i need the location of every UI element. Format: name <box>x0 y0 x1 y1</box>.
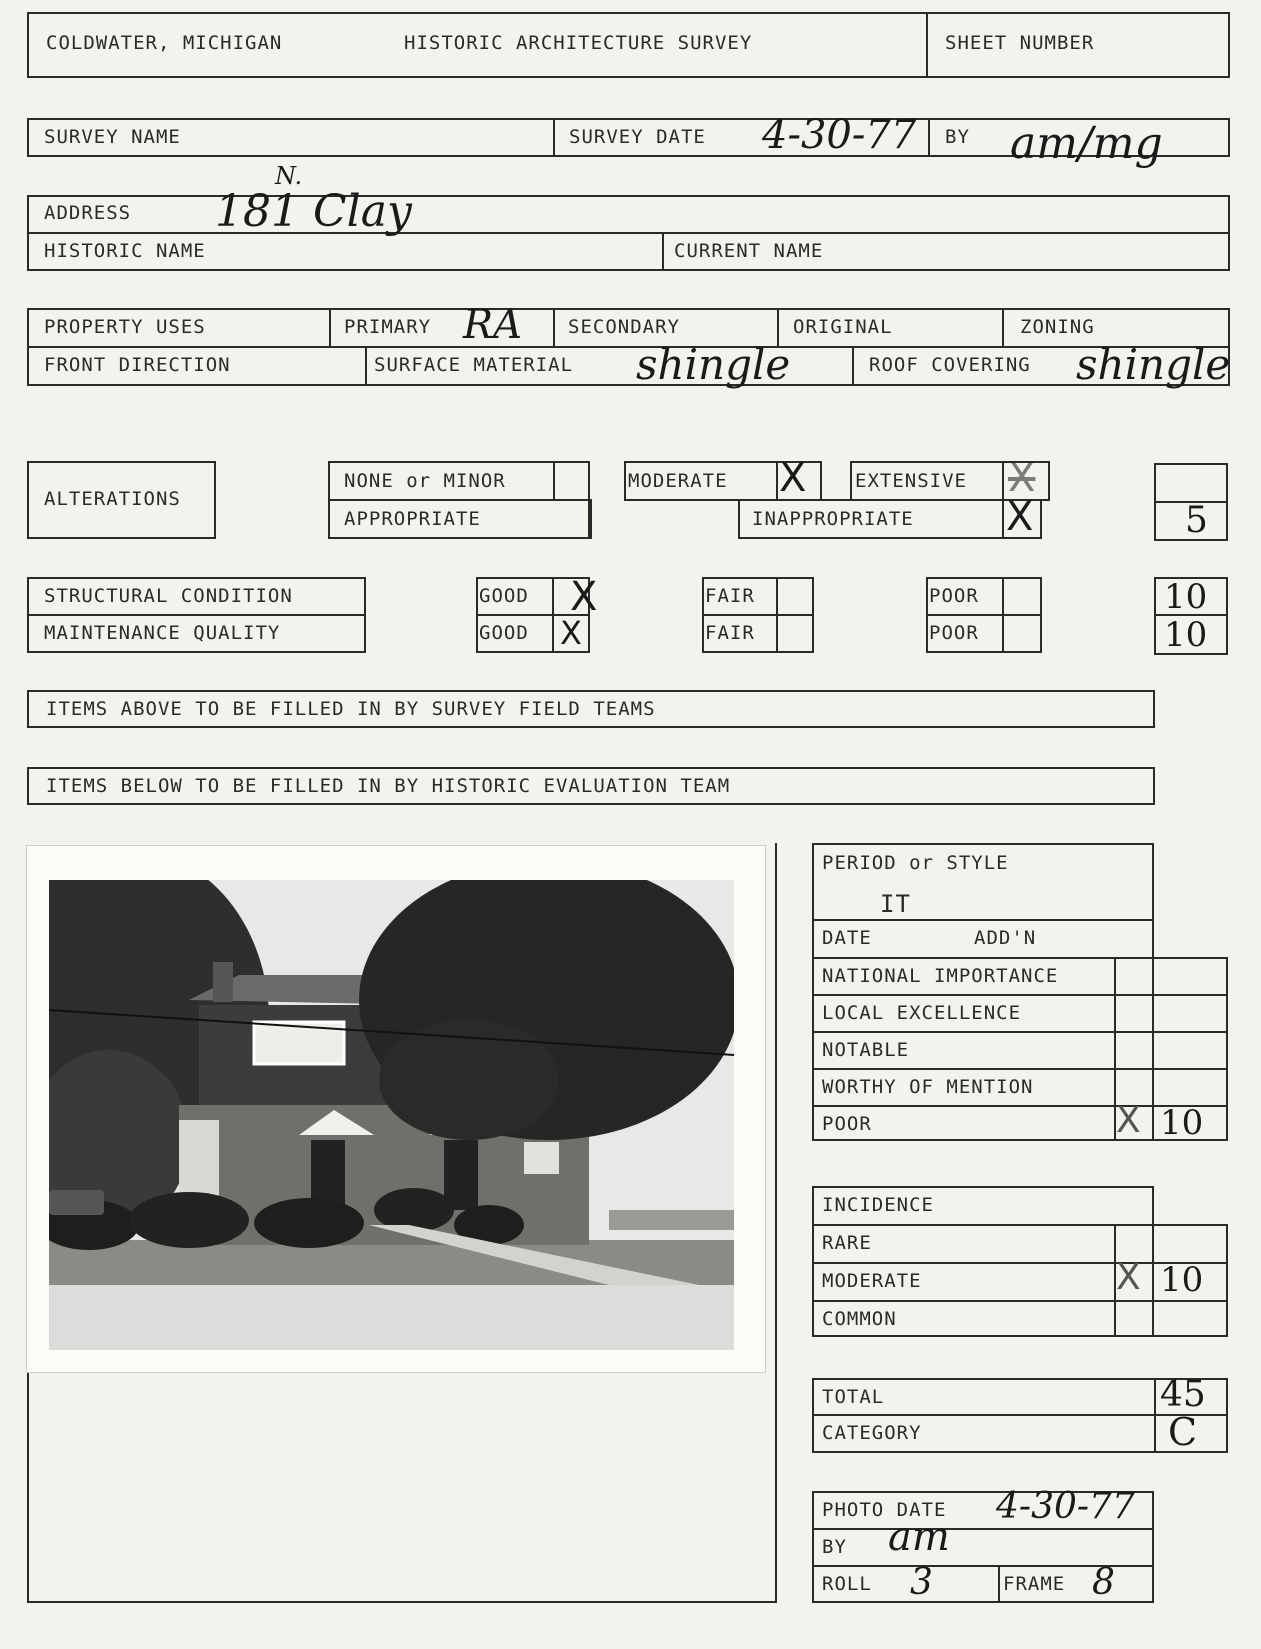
bush-2 <box>129 1192 249 1248</box>
evaluation-box <box>812 919 1154 1141</box>
photo-date-value[interactable]: 4-30-77 <box>996 1486 1135 1527</box>
original-label: ORIGINAL <box>793 316 893 338</box>
photo-info-frame-div <box>998 1565 1000 1603</box>
photo-info-line-1 <box>812 1528 1154 1530</box>
category-label: CATEGORY <box>822 1422 922 1444</box>
photo-by-label: BY <box>822 1536 847 1558</box>
names-divider <box>662 232 664 269</box>
good-structural-label: GOOD <box>479 585 529 607</box>
lower-window <box>524 1142 559 1174</box>
roof-covering-label: ROOF COVERING <box>869 354 1031 376</box>
property-div4 <box>1002 308 1004 346</box>
primary-label: PRIMARY <box>344 316 432 338</box>
eval-poor-score[interactable]: 10 <box>1160 1103 1204 1143</box>
eval-row-poor: POOR <box>822 1113 872 1135</box>
property-row-top <box>27 308 1230 310</box>
address-row-bottom <box>27 269 1230 271</box>
incidence-moderate-check[interactable]: X <box>1116 1257 1141 1298</box>
front-direction-label: FRONT DIRECTION <box>44 354 231 376</box>
front-divider2 <box>852 346 854 384</box>
moderate-alt-label: MODERATE <box>628 470 728 492</box>
eval-line-3 <box>812 1031 1228 1033</box>
extensive-label: EXTENSIVE <box>855 470 967 492</box>
address-row-left <box>27 195 29 269</box>
notes-above-right <box>1153 690 1155 728</box>
moderate-alt-check[interactable]: X <box>779 455 807 501</box>
eval-line-2 <box>812 994 1228 996</box>
survey-row-div2 <box>928 118 930 155</box>
surface-material-value[interactable]: shingle <box>636 340 791 389</box>
date-label: DATE <box>822 927 872 949</box>
survey-by-value[interactable]: am/mg <box>1010 118 1163 169</box>
fair-div <box>702 614 814 616</box>
fair-check-div <box>776 577 778 653</box>
notes-above-text: ITEMS ABOVE TO BE FILLED IN BY SURVEY FIELD TEAMS <box>46 698 656 720</box>
fence <box>609 1210 734 1230</box>
appropriate-label: APPROPRIATE <box>344 508 481 530</box>
zoning-label: ZONING <box>1020 316 1095 338</box>
address-row-top <box>27 195 1230 197</box>
poor-structural-label: POOR <box>929 585 979 607</box>
inappropriate-check[interactable]: X <box>1006 494 1034 540</box>
survey-name-label: SURVEY NAME <box>44 126 181 148</box>
fair-maintenance-label: FAIR <box>705 622 755 644</box>
survey-row-left <box>27 118 29 155</box>
photo-panel-bottom <box>27 1601 777 1603</box>
parked-car <box>49 1190 104 1215</box>
address-value[interactable]: 181 Clay <box>215 186 412 237</box>
property-row-bottom <box>27 384 1230 386</box>
condition-label-div <box>27 614 366 616</box>
historic-name-label: HISTORIC NAME <box>44 240 206 262</box>
road <box>49 1285 734 1350</box>
property-div2 <box>553 308 555 346</box>
incidence-moderate-score[interactable]: 10 <box>1160 1260 1204 1300</box>
header-divider <box>926 12 928 78</box>
alterations-score[interactable]: 5 <box>1185 500 1208 541</box>
total-label: TOTAL <box>822 1386 885 1408</box>
property-row-mid <box>27 346 1230 348</box>
frame-label: FRAME <box>1003 1573 1066 1595</box>
address-row-right <box>1228 195 1230 269</box>
secondary-label: SECONDARY <box>568 316 680 338</box>
total-value[interactable]: 45 <box>1160 1374 1206 1415</box>
incidence-label: INCIDENCE <box>822 1194 934 1216</box>
incidence-line-1 <box>812 1224 1228 1226</box>
good-maintenance-label: GOOD <box>479 622 529 644</box>
current-name-label: CURRENT NAME <box>674 240 824 262</box>
primary-value[interactable]: RA <box>463 302 523 348</box>
period-value[interactable]: IT <box>880 890 911 918</box>
maintenance-score[interactable]: 10 <box>1164 615 1208 655</box>
photo-panel-right <box>775 843 777 1603</box>
survey-by-label: BY <box>945 126 970 148</box>
survey-row-right <box>1228 118 1230 155</box>
period-label: PERIOD or STYLE <box>822 852 1009 874</box>
eval-poor-check[interactable]: X <box>1116 1100 1141 1141</box>
alterations-label: ALTERATIONS <box>44 488 181 510</box>
inappropriate-check-div <box>1002 499 1004 539</box>
property-left <box>27 308 29 384</box>
eval-row-local: LOCAL EXCELLENCE <box>822 1002 1022 1024</box>
roof-covering-value[interactable]: shingle <box>1076 340 1231 389</box>
incidence-line-3 <box>812 1300 1228 1302</box>
front-divider1 <box>365 346 367 384</box>
address-label: ADDRESS <box>44 202 132 224</box>
photo-panel-left <box>27 1370 29 1603</box>
eval-row-worthy: WORTHY OF MENTION <box>822 1076 1034 1098</box>
inappropriate-label: INAPPROPRIATE <box>752 508 914 530</box>
good-maintenance-check[interactable]: X <box>560 614 582 652</box>
moderate-check-div <box>776 461 778 501</box>
incidence-rare: RARE <box>822 1232 872 1254</box>
good-check-div <box>552 577 554 653</box>
structural-condition-label: STRUCTURAL CONDITION <box>44 585 293 607</box>
category-value[interactable]: C <box>1168 1410 1198 1454</box>
roll-value[interactable]: 3 <box>910 1562 933 1603</box>
fair-structural-label: FAIR <box>705 585 755 607</box>
surface-material-label: SURFACE MATERIAL <box>374 354 574 376</box>
eval-line-4 <box>812 1068 1228 1070</box>
bush-3 <box>254 1198 364 1248</box>
extensive-check-crossed[interactable]: X <box>1008 455 1036 501</box>
sheet-number-label: SHEET NUMBER <box>945 32 1095 54</box>
property-uses-label: PROPERTY USES <box>44 316 206 338</box>
roll-label: ROLL <box>822 1573 872 1595</box>
none-minor-label: NONE or MINOR <box>344 470 506 492</box>
survey-date-label: SURVEY DATE <box>569 126 706 148</box>
poor-maintenance-label: POOR <box>929 622 979 644</box>
none-minor-check-div <box>553 461 555 501</box>
totals-score-div <box>1154 1378 1156 1453</box>
structural-score[interactable]: 10 <box>1164 577 1208 617</box>
form-title: HISTORIC ARCHITECTURE SURVEY <box>404 32 753 54</box>
extensive-check-div <box>1002 461 1004 501</box>
house-photo <box>49 880 734 1350</box>
eval-line-1 <box>812 957 1228 959</box>
incidence-common: COMMON <box>822 1308 897 1330</box>
eval-row-national: NATIONAL IMPORTANCE <box>822 965 1059 987</box>
eval-row-notable: NOTABLE <box>822 1039 910 1061</box>
city-label: COLDWATER, MICHIGAN <box>46 32 283 54</box>
good-structural-check[interactable]: X <box>570 574 598 620</box>
addn-label: ADD'N <box>974 927 1037 949</box>
appropriate-check-div <box>590 499 592 539</box>
incidence-moderate: MODERATE <box>822 1270 922 1292</box>
maintenance-quality-label: MAINTENANCE QUALITY <box>44 622 281 644</box>
photo-date-label: PHOTO DATE <box>822 1499 947 1521</box>
survey-row-div1 <box>553 118 555 155</box>
photo-by-value[interactable]: am <box>888 1514 950 1560</box>
poor-div <box>926 614 1042 616</box>
notes-below-right <box>1153 767 1155 805</box>
poor-check-div <box>1002 577 1004 653</box>
address-superscript[interactable]: N. <box>275 162 303 190</box>
notes-below-text: ITEMS BELOW TO BE FILLED IN BY HISTORIC EVALUATION TEAM <box>46 775 731 797</box>
survey-date-value[interactable]: 4-30-77 <box>762 112 917 158</box>
chimney <box>213 962 233 1002</box>
property-div1 <box>329 308 331 346</box>
frame-value[interactable]: 8 <box>1092 1562 1115 1603</box>
address-row-mid <box>27 232 1230 234</box>
